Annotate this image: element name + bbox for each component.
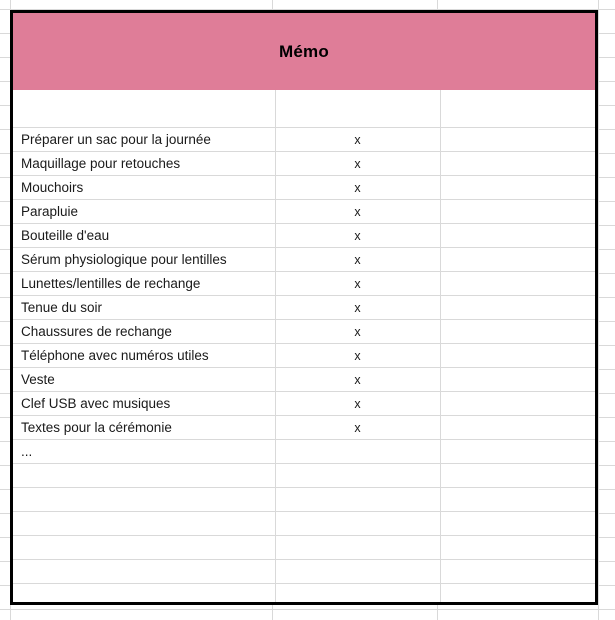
table-cell-item[interactable]: Textes pour la cérémonie	[21, 420, 172, 435]
table-row[interactable]	[13, 368, 595, 392]
table-cell-item[interactable]: Téléphone avec numéros utiles	[21, 348, 209, 363]
table-cell-item[interactable]: Tenue du soir	[21, 300, 103, 315]
table-cell-check[interactable]: x	[354, 324, 361, 339]
table-row[interactable]	[13, 488, 595, 512]
table-row[interactable]	[13, 416, 595, 440]
table-cell-check[interactable]: x	[354, 276, 361, 291]
table-row[interactable]	[13, 224, 595, 248]
table-row[interactable]	[13, 296, 595, 320]
grid-hline	[0, 609, 615, 610]
table-cell-item[interactable]: Lunettes/lentilles de rechange	[21, 276, 201, 291]
table-row[interactable]	[13, 344, 595, 368]
table-row[interactable]	[13, 536, 595, 560]
table-row[interactable]	[13, 512, 595, 536]
table-cell-check[interactable]: x	[354, 300, 361, 315]
table-cell-check[interactable]	[275, 488, 440, 511]
memo-rows	[13, 90, 595, 602]
table-cell-item[interactable]: Sérum physiologique pour lentilles	[21, 252, 227, 267]
table-cell-check[interactable]: x	[354, 348, 361, 363]
table-cell-item[interactable]	[21, 488, 271, 511]
table-cell-item[interactable]	[21, 560, 271, 583]
table-cell-item[interactable]	[21, 464, 271, 487]
table-row[interactable]	[13, 272, 595, 296]
table-cell-check[interactable]	[275, 512, 440, 535]
table-cell-check[interactable]	[275, 440, 440, 463]
page-title: Mémo	[279, 41, 329, 61]
grid-vline	[598, 0, 599, 620]
table-cell-item[interactable]: Maquillage pour retouches	[21, 156, 181, 171]
table-cell-item[interactable]: Préparer un sac pour la journée	[21, 132, 211, 147]
table-cell-check[interactable]: x	[354, 252, 361, 267]
table-row[interactable]	[13, 176, 595, 200]
memo-header	[13, 13, 595, 90]
table-cell-check[interactable]	[275, 584, 440, 605]
table-row[interactable]	[13, 464, 595, 488]
table-row[interactable]	[13, 128, 595, 152]
table-row[interactable]	[13, 248, 595, 272]
table-row[interactable]	[13, 584, 595, 605]
table-cell-item[interactable]: Clef USB avec musiques	[21, 396, 171, 411]
table-cell-item[interactable]: Bouteille d'eau	[21, 228, 110, 243]
table-row[interactable]	[13, 200, 595, 224]
table-cell-check[interactable]	[275, 560, 440, 583]
table-cell-check[interactable]: x	[354, 228, 361, 243]
table-cell-check[interactable]	[275, 536, 440, 559]
table-cell-item[interactable]	[21, 536, 271, 559]
table-cell-check[interactable]	[275, 464, 440, 487]
table-row[interactable]	[13, 560, 595, 584]
table-cell-check[interactable]: x	[354, 132, 361, 147]
table-cell-item[interactable]: ...	[21, 444, 33, 459]
table-cell-item[interactable]	[21, 584, 271, 605]
table-row[interactable]	[13, 392, 595, 416]
table-cell-item[interactable]: Parapluie	[21, 204, 79, 219]
table-row[interactable]	[13, 320, 595, 344]
memo-table	[10, 10, 598, 605]
table-row-spacer	[13, 90, 595, 128]
table-cell-item[interactable]: Chaussures de rechange	[21, 324, 172, 339]
table-cell-item[interactable]: Veste	[21, 372, 55, 387]
table-cell-check[interactable]: x	[354, 156, 361, 171]
table-cell-check[interactable]: x	[354, 204, 361, 219]
table-cell-check[interactable]: x	[354, 420, 361, 435]
table-cell-item[interactable]: Mouchoirs	[21, 180, 84, 195]
table-cell-check[interactable]: x	[354, 396, 361, 411]
table-row[interactable]	[13, 440, 595, 464]
table-cell-check[interactable]: x	[354, 180, 361, 195]
table-cell-item[interactable]	[21, 512, 271, 535]
table-row[interactable]	[13, 152, 595, 176]
table-cell-check[interactable]: x	[354, 372, 361, 387]
